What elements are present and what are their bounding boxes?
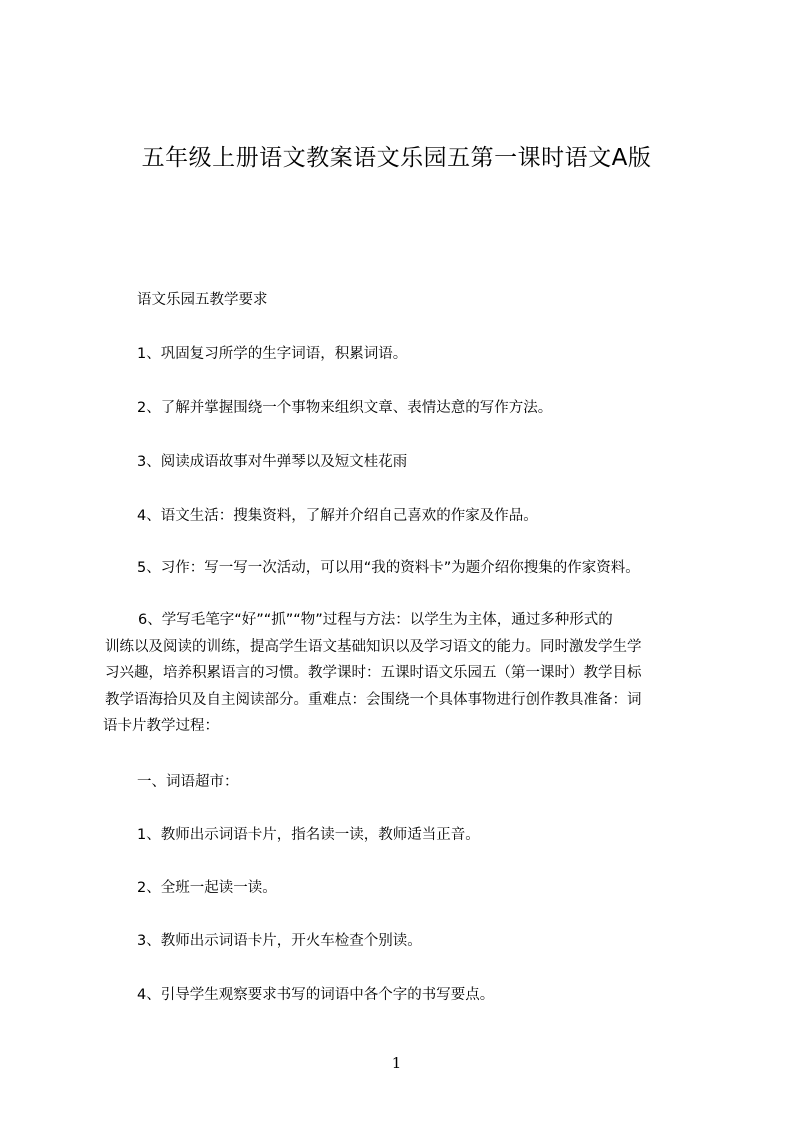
document-title: 五年级上册语文教案语文乐园五第一课时语文A版 [141,145,652,171]
step-item: 3、教师出示词语卡片，开火车检查个别读。 [137,933,422,949]
paragraph-6 [103,607,701,740]
requirement-item: 3、阅读成语故事对牛弹琴以及短文桂花雨 [137,454,408,470]
requirement-item: 2、了解并掌握围绕一个事物来组织文章、表情达意的写作方法。 [137,400,553,416]
requirement-item: 4、语文生活：搜集资料，了解并介绍自己喜欢的作家及作品。 [137,508,538,524]
requirement-item: 5、习作：写一写一次活动，可以用“我的资料卡”为题介绍你搜集的作家资料。 [137,560,640,576]
section-heading: 语文乐园五教学要求 [137,292,268,308]
paragraph-line: 习兴趣，培养积累语言的习惯。教学课时：五课时语文乐园五（第一课时）教学目标 [105,665,642,681]
part-heading: 一、词语超市： [137,774,239,790]
page-number: 1 [391,1054,402,1072]
step-item: 1、教师出示词语卡片，指名读一读，教师适当正音。 [137,827,480,843]
paragraph-line: 训练以及阅读的训练，提高学生语文基础知识以及学习语文的能力。同时激发学生学 [105,638,642,655]
paragraph-line: 语卡片教学过程： [103,718,219,734]
paragraph-line: 教学语海拾贝及自主阅读部分。重难点：会围绕一个具体事物进行创作教具准备：词 [105,691,642,708]
step-item: 2、全班一起读一读。 [137,880,277,896]
requirement-item: 1、巩固复习所学的生字词语，积累词语。 [137,346,408,362]
paragraph-line: 6、学写毛笔字“好”“抓”“物”过程与方法：以学生为主体，通过多种形式的 [138,612,613,628]
step-item: 4、引导学生观察要求书写的词语中各个字的书写要点。 [137,987,495,1003]
